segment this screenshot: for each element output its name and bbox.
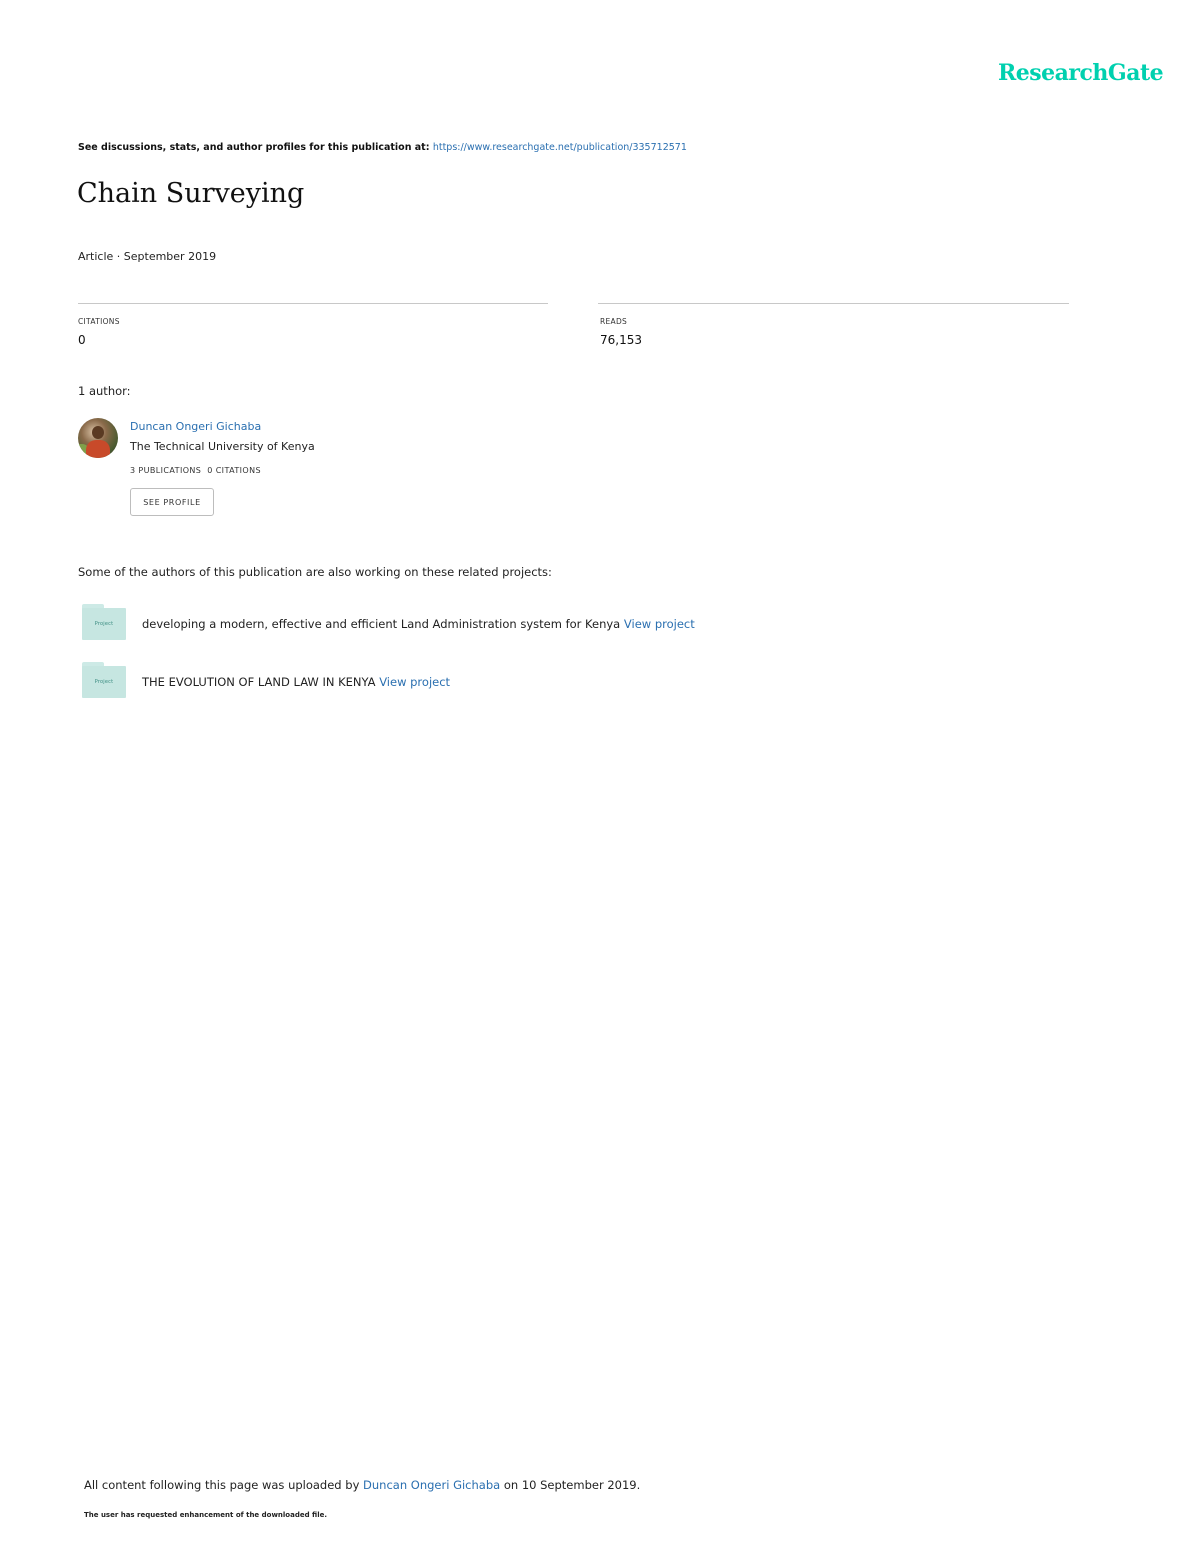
reads-label: READS — [600, 317, 628, 326]
uploaded-by-line — [84, 1478, 640, 1492]
view-project-link[interactable]: View project — [379, 675, 451, 689]
download-footnote: The user has requested enhancement of the downloaded file. — [84, 1511, 328, 1519]
divider-right — [598, 303, 1069, 304]
citations-value: 0 — [78, 333, 86, 347]
project-folder-icon — [82, 662, 126, 698]
see-profile-button[interactable]: SEE PROFILE — [130, 488, 214, 516]
avatar-head — [92, 426, 104, 439]
authors-count: 1 author: — [78, 384, 131, 398]
author-stats — [130, 466, 261, 475]
author-name-link[interactable]: Duncan Ongeri Gichaba — [130, 420, 262, 433]
uploaded-prefix: All content following this page was uploaded by — [84, 1478, 364, 1492]
author-avatar[interactable] — [78, 418, 118, 458]
related-projects-heading: Some of the authors of this publication are also working on these related projects: — [78, 565, 552, 579]
author-citations-count: 0 CITATIONS — [207, 466, 261, 475]
folder-body — [82, 666, 126, 698]
reads-value: 76,153 — [600, 333, 642, 347]
citations-label: CITATIONS — [78, 317, 120, 326]
project-item — [142, 675, 450, 689]
publication-url-link[interactable]: https://www.researchgate.net/publication/335712571 — [432, 142, 687, 153]
avatar-shirt — [86, 440, 110, 458]
see-discussions-text: See discussions, stats, and author profiles for this publication at: — [78, 142, 433, 153]
uploaded-suffix: on 10 September 2019. — [500, 1478, 641, 1492]
folder-body — [82, 608, 126, 640]
divider-left — [78, 303, 548, 304]
project-title: developing a modern, effective and efficient Land Administration system for Kenya — [142, 617, 624, 631]
article-meta: Article · September 2019 — [78, 250, 217, 263]
uploader-link[interactable]: Duncan Ongeri Gichaba — [363, 1478, 501, 1492]
project-icon-label: Project — [94, 679, 114, 685]
project-item — [142, 617, 695, 631]
project-folder-icon — [82, 604, 126, 640]
project-title: THE EVOLUTION OF LAND LAW IN KENYA — [142, 675, 380, 689]
see-discussions-line — [78, 142, 687, 153]
publication-title: Chain Surveying — [77, 178, 305, 209]
view-project-link[interactable]: View project — [623, 617, 695, 631]
author-institution: The Technical University of Kenya — [130, 440, 315, 453]
author-publications-count: 3 PUBLICATIONS — [130, 466, 202, 475]
project-icon-label: Project — [94, 621, 114, 627]
researchgate-logo[interactable]: ResearchGate — [998, 60, 1164, 86]
